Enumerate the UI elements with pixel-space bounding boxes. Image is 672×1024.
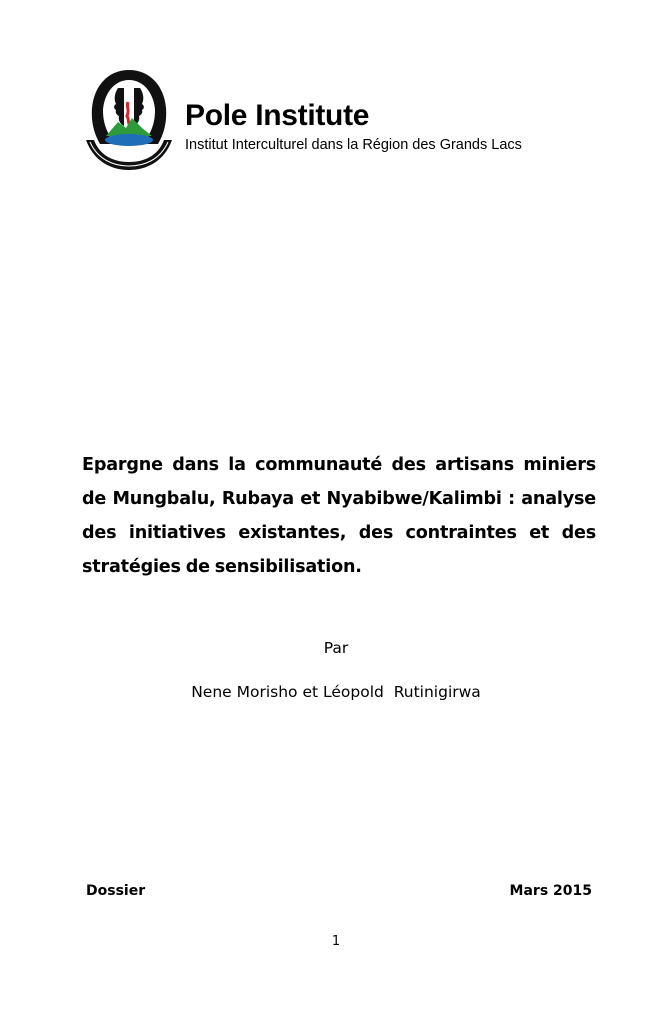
pole-institute-logo <box>78 66 180 176</box>
by-label: Par <box>323 639 349 657</box>
document-type: Dossier <box>86 883 146 899</box>
page-number: 1 <box>331 934 341 949</box>
authors: Nene Morisho et Léopold Rutinigirwa <box>191 683 481 701</box>
document-date: Mars 2015 <box>509 883 592 899</box>
org-name: Pole Institute <box>185 99 370 132</box>
document-title: Epargne dans la communauté des artisans miniers de Mungbalu, Rubaya et Nyabibwe/Kalimbi : analyse des initiatives existantes, des contraintes et des stratégies de sensibilisation. <box>82 455 596 577</box>
org-subtitle: Institut Interculturel dans la Région des Grands Lacs <box>185 137 522 153</box>
logo-icon <box>78 66 180 176</box>
